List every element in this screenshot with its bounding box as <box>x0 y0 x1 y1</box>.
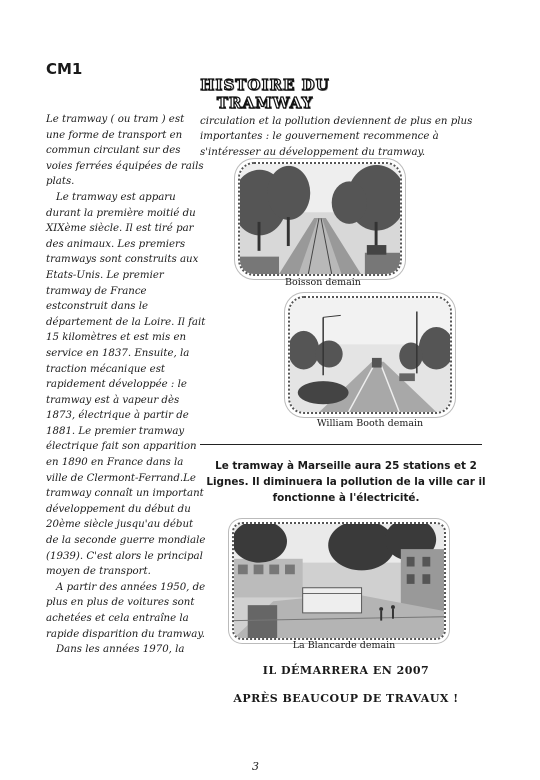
paragraph-decline: A partir des années 1950, de plus en plus de voitures sont achetées et cela entraîne la rapide disparition du tramway. <box>46 581 206 640</box>
left-column-text <box>46 112 206 658</box>
photo-boisson <box>238 162 402 276</box>
paragraph-history: Le tramway est apparu durant la première moitié du XIXème siècle. Il est tiré par des animaux. Les premiers tramways sont construits aux Etats-Unis. Le premier tramway de France estconstruit dans le département de la Loire. Il fait 15 kilomètres et est mis en service en 1837. Ensuite, la traction mécanique est rapidement développée : le tramway est à vapeur dès 1873, électrique à partir de 1881. Le premier tramway électrique fait son apparition en 1890 en France dans la ville de Clermont-Ferrand.Le tramway connaît un important développement du début du 20ème siècle jusqu'au début de la seconde guerre mondiale (1939). C'est alors le principal moyen de transport. <box>46 191 206 578</box>
start-date-line: IL DÉMARRERA EN 2007 <box>262 664 430 677</box>
paragraph-definition: Le tramway ( ou tram ) est une forme de transport en commun circulant sur des voies ferrées équipées de rails plats. <box>46 114 204 188</box>
photo-caption-william-booth: William Booth demain <box>316 418 424 429</box>
right-column-intro: circulation et la pollution deviennent de plus en plus importantes : le gouvernement recommence à s'intéresser au développement du tramway. <box>200 116 473 158</box>
marseille-headline: Le tramway à Marseille aura 25 stations et 2 Lignes. Il diminuera la pollution de la ville car il fonctionne à l'électricité. <box>206 460 486 504</box>
page-title: HISTOIRE DU TRAMWAY <box>200 76 330 112</box>
photo-la-blancarde <box>232 522 446 640</box>
photo-caption-boisson: Boisson demain <box>285 277 361 288</box>
page-number: 3 <box>252 760 259 773</box>
photo-caption-la-blancarde: La Blancarde demain <box>292 640 396 651</box>
photo-william-booth <box>288 296 452 414</box>
works-line: APRÈS BEAUCOUP DE TRAVAUX ! <box>233 692 459 705</box>
class-label: CM1 <box>46 60 83 78</box>
paragraph-revival-start: Dans les années 1970, la <box>56 644 185 656</box>
section-divider <box>200 444 482 445</box>
